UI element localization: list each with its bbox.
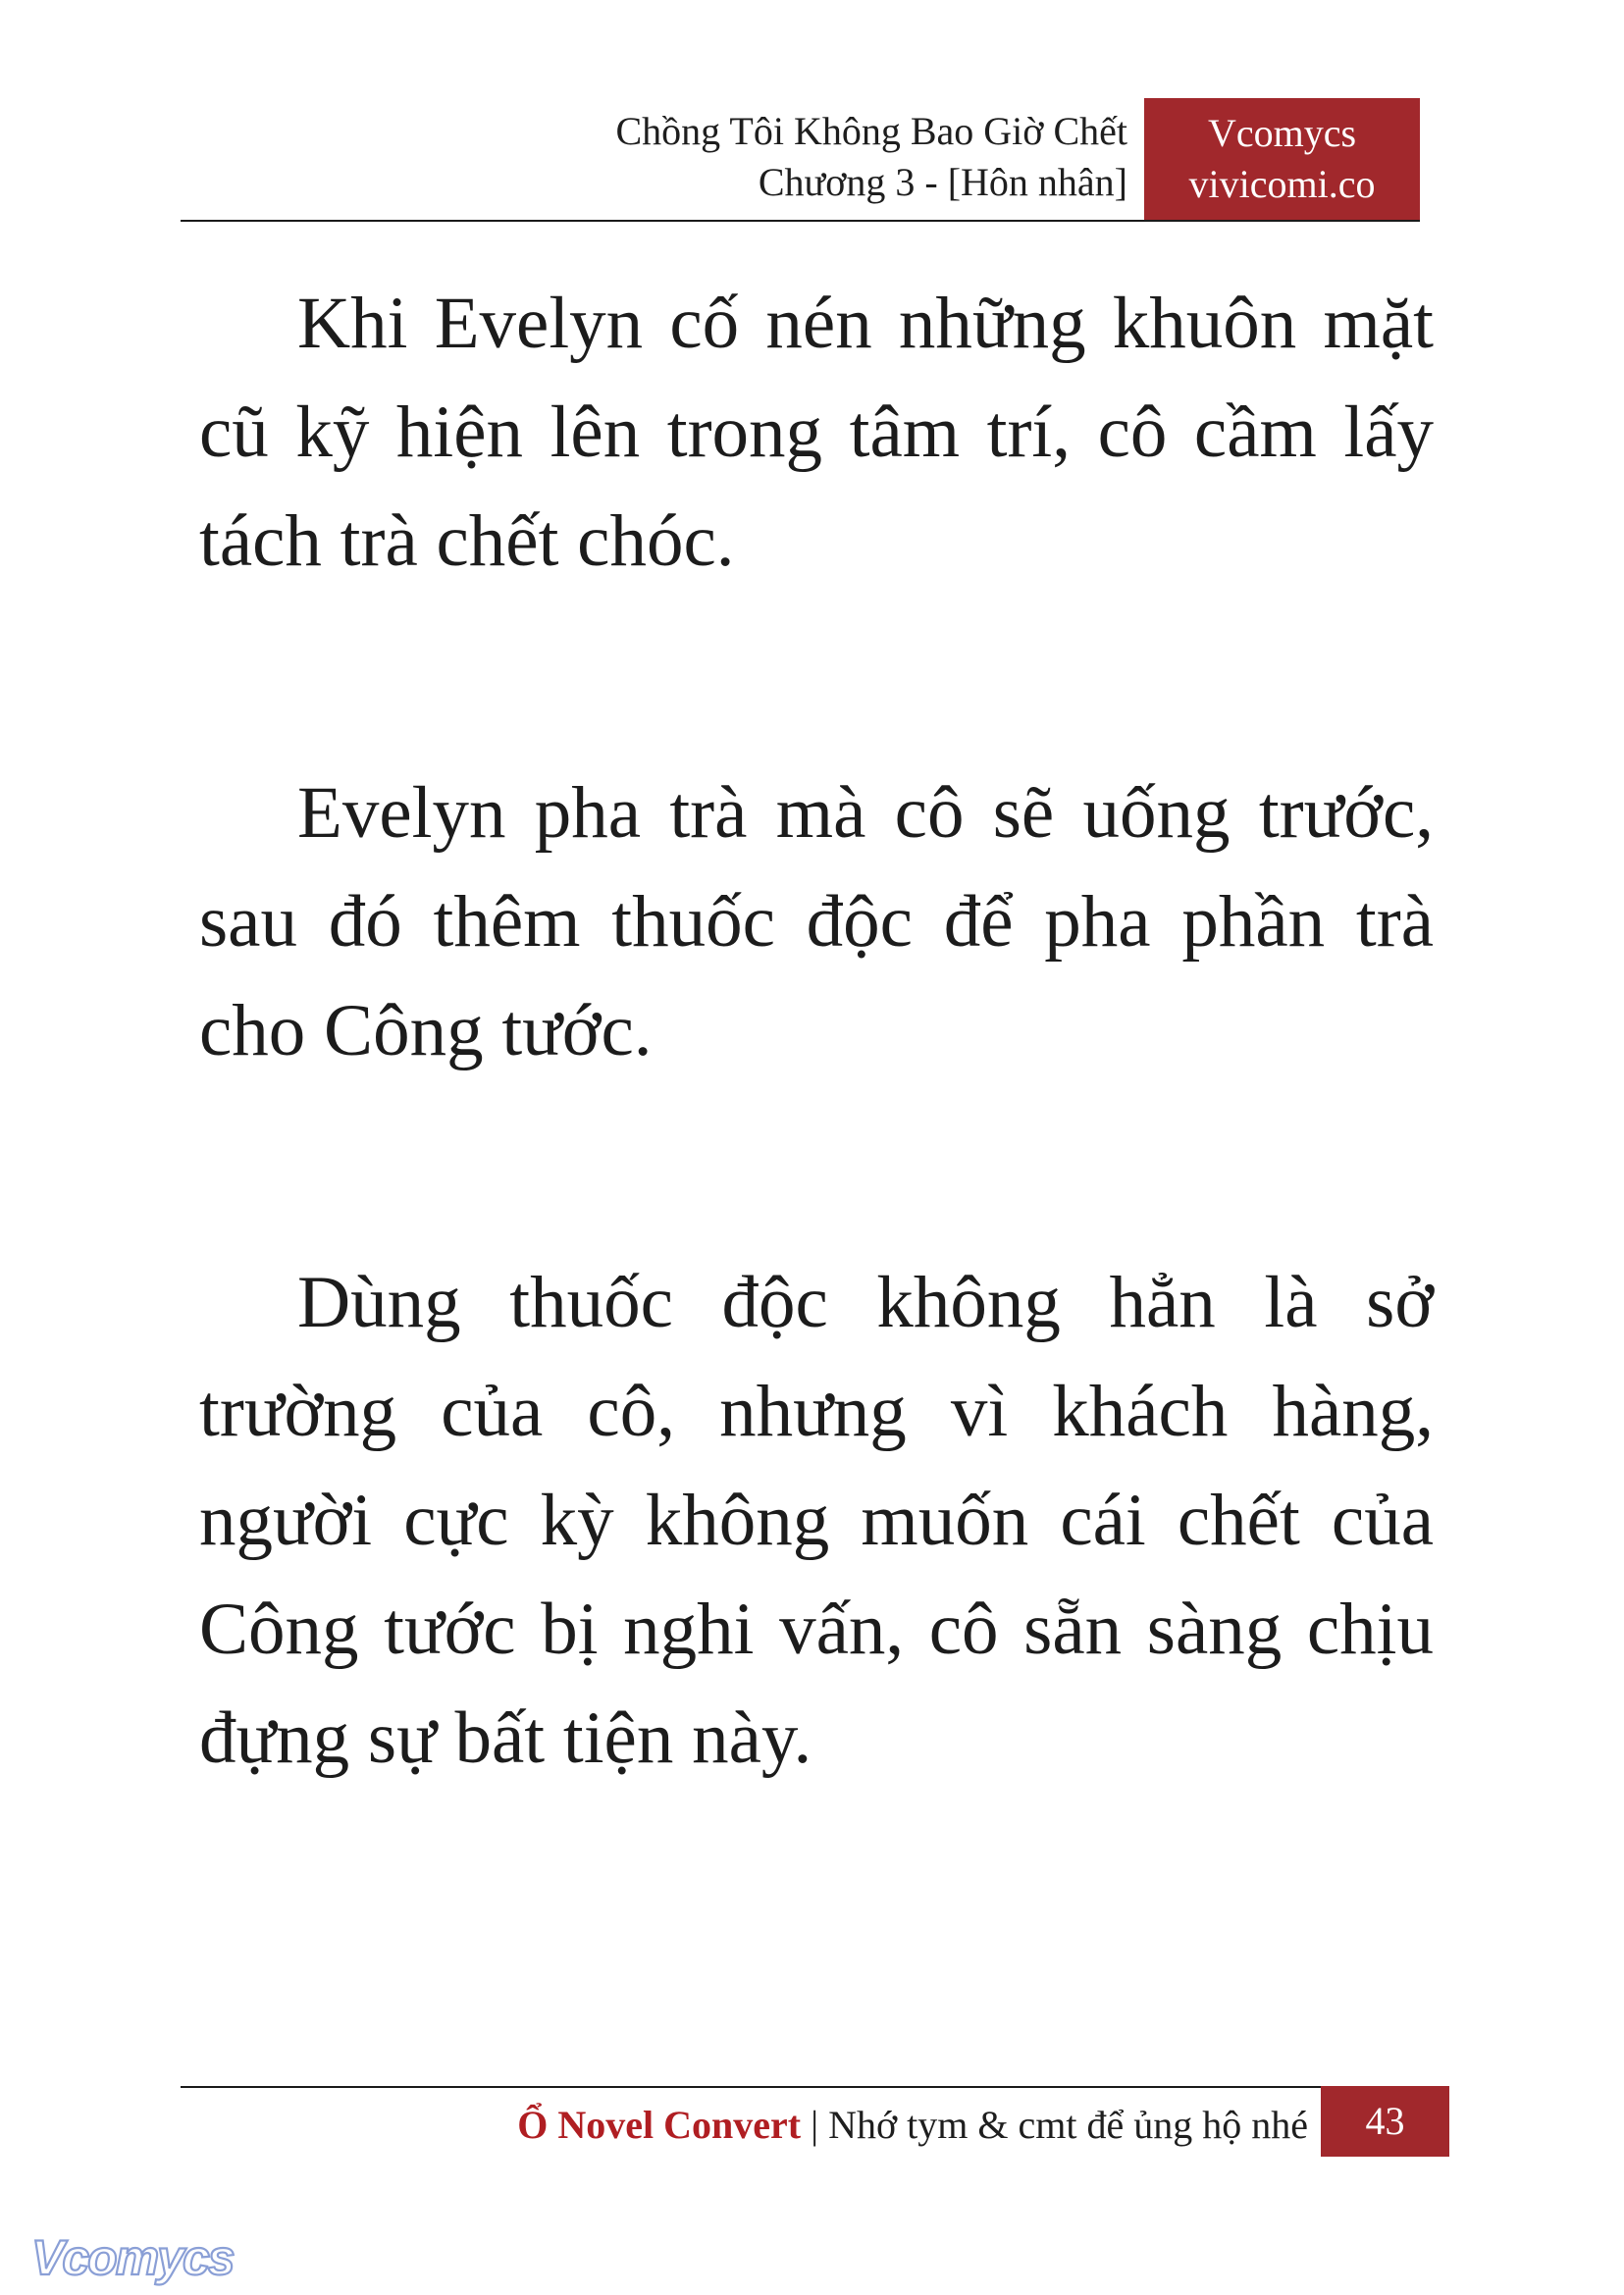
footer-message: Nhớ tym & cmt để ủng hộ nhé <box>828 2103 1308 2147</box>
header-brand-box <box>1144 98 1420 220</box>
header-site: vivicomi.co <box>1188 162 1376 206</box>
chapter-title: Chương 3 - [Hôn nhân] <box>758 160 1127 204</box>
paragraph-1: Khi Evelyn cố nén những khuôn mặt cũ kỹ hiện lên trong tâm trí, cô cầm lấy tách trà chết chóc. <box>199 283 1434 582</box>
header-divider <box>181 220 1420 222</box>
book-title: Chồng Tôi Không Bao Giờ Chết <box>615 109 1127 153</box>
footer-divider <box>181 2086 1420 2088</box>
running-header <box>615 106 1127 208</box>
header-brand: Vcomycs <box>1207 111 1357 155</box>
watermark-text: Vcomycs <box>31 2230 234 2285</box>
footer-separator: | <box>811 2103 819 2147</box>
vcomycs-watermark-logo <box>27 2219 253 2294</box>
paragraph-2: Evelyn pha trà mà cô sẽ uống trước, sau đó thêm thuốc độc để pha phần trà cho Công tước. <box>199 772 1434 1071</box>
footer <box>517 2094 1308 2157</box>
footer-brand: Ổ Novel Convert <box>517 2103 802 2147</box>
paragraph-3: Dùng thuốc độc không hẳn là sở trường của cô, nhưng vì khách hàng, người cực kỳ không muốn cái chết của Công tước bị nghi vấn, cô sẵn sàng chịu đựng sự bất tiện này. <box>199 1262 1434 1779</box>
page-number: 43 <box>1321 2086 1449 2157</box>
